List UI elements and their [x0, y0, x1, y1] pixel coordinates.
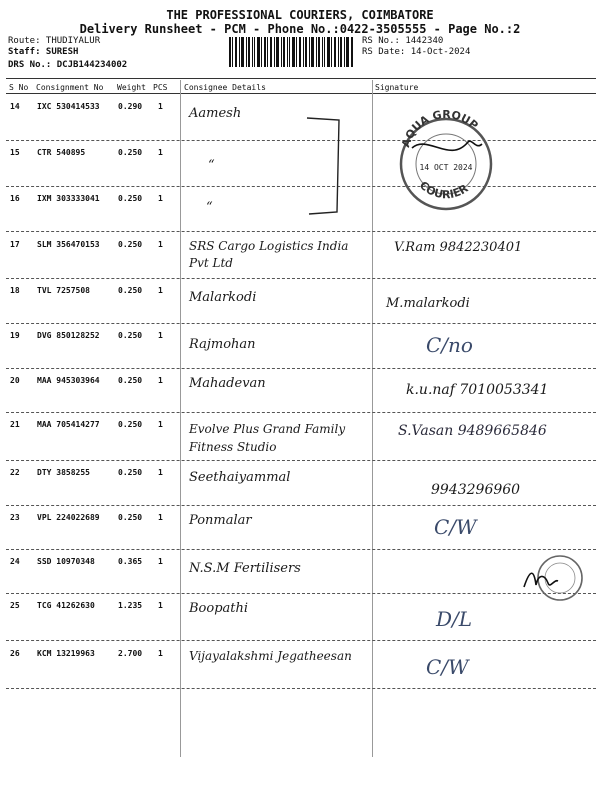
cell-signature: C/W [434, 515, 477, 539]
cell-pcs: 1 [158, 240, 163, 249]
row-separator [6, 640, 596, 641]
cell-consignment: IXM 303333041 [37, 194, 100, 203]
cell-weight: 0.365 [118, 557, 143, 566]
stamp-bottom-text: COURIER [416, 178, 471, 202]
cell-pcs: 1 [158, 148, 163, 157]
cell-signature: M.malarkodi [386, 296, 470, 311]
cell-sno: 20 [10, 376, 20, 385]
table-top-rule [6, 78, 596, 79]
route-label: Route: THUDIYALUR [8, 36, 101, 46]
table-row [6, 282, 596, 328]
cell-consignment: SSD 10970348 [37, 557, 95, 566]
cell-weight: 0.290 [118, 102, 143, 111]
cell-consignment: MAA 945303964 [37, 376, 100, 385]
cell-signature: 9943296960 [431, 482, 521, 498]
courier-stamp [398, 104, 494, 222]
barcode [229, 37, 353, 67]
col-header-consignment: Consignment No [36, 83, 104, 92]
cell-weight: 0.250 [118, 468, 143, 477]
cell-weight: 0.250 [118, 194, 143, 203]
table-row [6, 416, 596, 458]
cell-consignee: Boopathi [189, 601, 249, 616]
cell-consignee: “ [208, 158, 215, 173]
cell-sno: 24 [10, 557, 20, 566]
cell-pcs: 1 [158, 194, 163, 203]
cell-weight: 0.250 [118, 376, 143, 385]
cell-consignee: Vijayalakshmi Jegatheesan [189, 649, 352, 663]
rs-date-label: RS Date: 14-Oct-2024 [362, 47, 471, 57]
cell-weight: 0.250 [118, 240, 143, 249]
table-row [6, 144, 596, 190]
cell-signature: V.Ram 9842230401 [394, 240, 523, 255]
col-header-weight: Weight [117, 83, 146, 92]
page-title: THE PROFESSIONAL COURIERS, COIMBATORE [166, 8, 434, 22]
cell-consignment: TVL 7257508 [37, 286, 90, 295]
cell-consignee: Rajmohan [189, 337, 256, 352]
cell-sno: 21 [10, 420, 20, 429]
cell-consignment: VPL 224022689 [37, 513, 100, 522]
col-header-signature: Signature [375, 83, 419, 92]
table-row [6, 464, 596, 510]
cell-consignee: Ponmalar [189, 513, 252, 528]
cell-sno: 16 [10, 194, 20, 203]
table-header-rule [6, 93, 596, 94]
cell-sno: 15 [10, 148, 20, 157]
row-separator [6, 278, 596, 279]
cell-consignment: SLM 356470153 [37, 240, 100, 249]
cell-consignee: Aamesh [189, 106, 242, 121]
cell-weight: 1.235 [118, 601, 143, 610]
cell-weight: 0.250 [118, 420, 143, 429]
row-separator [6, 412, 596, 413]
table-row [6, 98, 596, 144]
table-row [6, 327, 596, 373]
cell-sno: 23 [10, 513, 20, 522]
cell-pcs: 1 [158, 468, 163, 477]
col-header-pcs: PCS [153, 83, 168, 92]
staff-label: Staff: SURESH [8, 47, 79, 57]
row-separator [6, 593, 596, 594]
row-separator [6, 460, 596, 461]
cell-sno: 26 [10, 649, 20, 658]
cell-signature: C/no [426, 333, 473, 357]
cell-pcs: 1 [158, 557, 163, 566]
row-separator [6, 688, 596, 689]
cell-pcs: 1 [158, 286, 163, 295]
cell-sno: 19 [10, 331, 20, 340]
cell-consignee: Malarkodi [189, 290, 257, 305]
table-row [6, 597, 596, 643]
cell-sno: 18 [10, 286, 20, 295]
cell-consignment: TCG 41262630 [37, 601, 95, 610]
cell-weight: 0.250 [118, 513, 143, 522]
cell-consignment: DTY 3858255 [37, 468, 90, 477]
cell-consignee: Evolve Plus Grand Family Fitness Studio [189, 422, 346, 454]
row-separator [6, 505, 596, 506]
cell-consignment: MAA 705414277 [37, 420, 100, 429]
cell-signature: k.u.naf 7010053341 [406, 382, 549, 398]
row-separator [6, 368, 596, 369]
row-separator [6, 323, 596, 324]
cell-pcs: 1 [158, 376, 163, 385]
cell-pcs: 1 [158, 601, 163, 610]
cell-pcs: 1 [158, 513, 163, 522]
cell-signature: C/W [426, 655, 469, 679]
table-row [6, 645, 596, 691]
cell-weight: 0.250 [118, 331, 143, 340]
row-separator [6, 549, 596, 550]
ditto-bracket-mark [305, 116, 343, 216]
cell-pcs: 1 [158, 102, 163, 111]
cell-pcs: 1 [158, 420, 163, 429]
signature-scribble [520, 565, 560, 595]
cell-weight: 2.700 [118, 649, 143, 658]
drs-label: DRS No.: DCJB144234002 [8, 60, 128, 70]
cell-pcs: 1 [158, 649, 163, 658]
cell-weight: 0.250 [118, 148, 143, 157]
cell-consignee: SRS Cargo Logistics India Pvt Ltd [189, 239, 349, 270]
row-separator [6, 231, 596, 232]
cell-sno: 22 [10, 468, 20, 477]
cell-consignment: KCM 13219963 [37, 649, 95, 658]
cell-consignment: CTR 540895 [37, 148, 86, 157]
table-row [6, 236, 596, 276]
cell-pcs: 1 [158, 331, 163, 340]
row-separator [6, 140, 596, 141]
cell-sno: 14 [10, 102, 20, 111]
cell-consignee: “ [206, 200, 213, 215]
cell-consignment: DVG 850128252 [37, 331, 100, 340]
cell-consignment: IXC 530414533 [37, 102, 100, 111]
stamp-date: 14 OCT 2024 [419, 163, 473, 172]
col-header-consignee: Consignee Details [184, 83, 266, 92]
stamp-top-text: AQUA GROUP [399, 107, 481, 149]
cell-sno: 17 [10, 240, 20, 249]
cell-weight: 0.250 [118, 286, 143, 295]
cell-signature: D/L [436, 607, 473, 631]
cell-consignee: N.S.M Fertilisers [189, 561, 301, 576]
svg-text:COURIER [417, 179, 471, 201]
page-subtitle: Delivery Runsheet - PCM - Phone No.:0422-3505555 - Page No.:2 [79, 22, 521, 36]
cell-sno: 25 [10, 601, 20, 610]
cell-consignee: Mahadevan [189, 376, 266, 391]
cell-consignee: Seethaiyammal [189, 470, 291, 485]
table-row [6, 190, 596, 236]
row-separator [6, 186, 596, 187]
col-header-sno: S No [9, 83, 29, 92]
rs-no-label: RS No.: 1442340 [362, 36, 444, 46]
cell-signature: S.Vasan 9489665846 [398, 423, 547, 439]
